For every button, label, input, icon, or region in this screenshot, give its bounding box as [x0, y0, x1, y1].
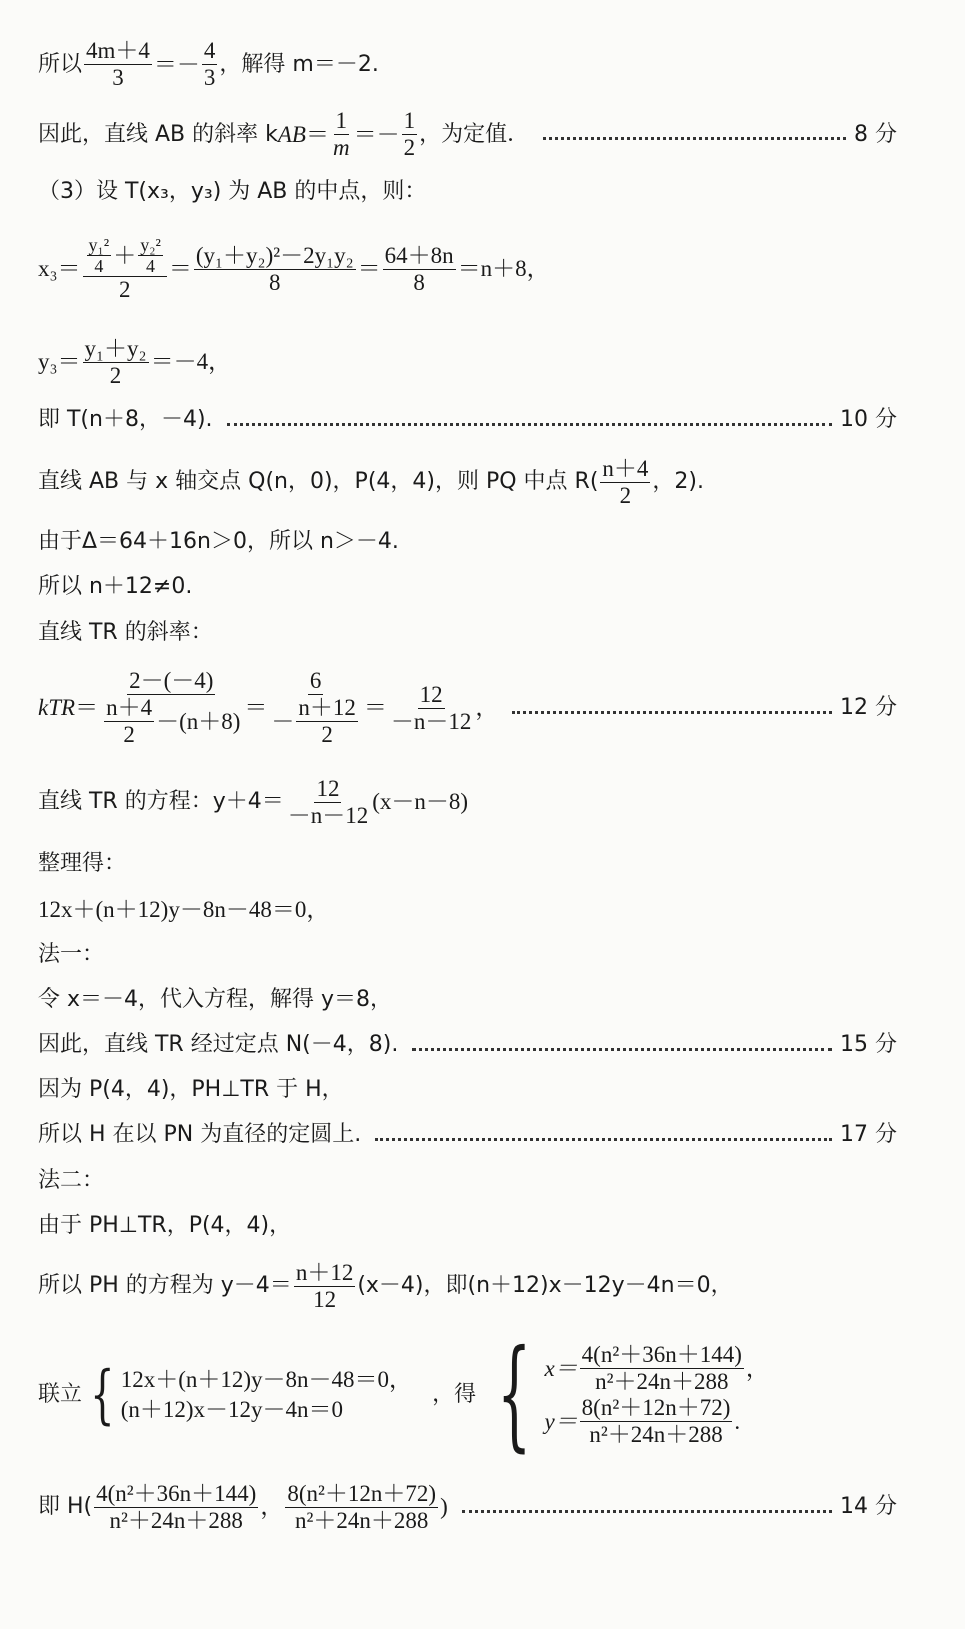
- text: 因此，直线 AB 的斜率 k: [38, 121, 278, 147]
- subscript: AB: [277, 121, 306, 147]
- line-9: 所以 n＋12≠0.: [38, 574, 193, 599]
- fraction: $\frac{1}{m}$: [332, 108, 350, 160]
- leader-dots: [227, 423, 832, 426]
- text: ＝－: [153, 51, 200, 77]
- leader-dots: [512, 711, 832, 714]
- fraction: $\frac{n+4}{2}$: [602, 455, 649, 508]
- leader-dots: [412, 1048, 832, 1051]
- leader-dots: [543, 137, 846, 140]
- line-11: k TR ＝ 2－(－4) $\frac{n+4}{2}$ －(n＋8) ＝ 6 － $\frac{n+12}{2}$ ＝ $\frac{12}{-n-12}$ ， 12 分: [38, 668, 897, 747]
- fraction: $\frac{n+12}{12}$: [295, 1259, 354, 1312]
- line-12: 直线 TR 的方程：y＋4＝ $\frac{12}{-n-12}$ (x－n－8): [38, 775, 469, 828]
- leader-dots: [462, 1510, 832, 1513]
- line-7: 直线 AB 与 x 轴交点 Q(n，0)，P(4，4)，则 PQ 中点 R( $\frac{n+4}{2}$ ，2).: [38, 455, 704, 508]
- line-6: 即 T(n＋8，－4). 10 分: [38, 407, 897, 432]
- line-3: （3）设 T(x₃，y₃) 为 AB 的中点，则：: [38, 179, 427, 204]
- line-8: 由于Δ＝64＋16n＞0，所以 n＞－4.: [38, 529, 399, 554]
- fraction: $\frac{12}{-n-12}$: [287, 775, 369, 828]
- equation-system: { 12x＋(n＋12)y－8n－48＝0， (n＋12)x－12y－4n＝0: [90, 1358, 413, 1432]
- score-label: 12 分: [840, 695, 897, 720]
- fraction: $\frac{64+8n}{8}$: [384, 242, 454, 295]
- line-14: 12x＋(n＋12)y－8n－48＝0，: [38, 897, 330, 922]
- fraction: $\frac{12}{-n-12}$: [390, 681, 472, 734]
- left-brace: {: [497, 1325, 532, 1464]
- fraction: $\frac{\text{y₁²}}{4}$ ＋ $\frac{\text{y₂²}}{4}$ 2: [83, 235, 167, 303]
- fraction: $\frac{\text{8(n²＋12n＋72)}}{\text{n²＋24n＋288}}$: [287, 1480, 437, 1533]
- line-19: 所以 H 在以 PN 为直径的定圆上. 17 分: [38, 1122, 897, 1147]
- score-label: 14 分: [840, 1494, 897, 1519]
- line-16: 令 x＝－4，代入方程，解得 y＝8，: [38, 987, 393, 1012]
- fraction: $\frac{\text{(y₁＋y₂)²－2y₁y₂}}{8}$: [195, 242, 354, 295]
- fraction: $\frac{\text{y₁＋y₂}}{2}$: [84, 335, 147, 388]
- line-17: 因此，直线 TR 经过定点 N(－4，8). 15 分: [38, 1032, 897, 1057]
- score-label: 8 分: [854, 121, 897, 147]
- text: ，解得 m＝－2.: [219, 51, 379, 77]
- fraction: $\frac{4}{3}$: [203, 38, 216, 90]
- fraction: $\frac{1}{2}$: [403, 108, 416, 160]
- line-5: y₃＝ $\frac{\text{y₁＋y₂}}{2}$ ＝－4，: [38, 335, 232, 388]
- fraction: $\frac{\text{4(n²＋36n＋144)}}{\text{n²＋24n＋288}}$: [96, 1480, 257, 1533]
- left-brace: {: [90, 1358, 115, 1432]
- text: 所以: [38, 51, 83, 77]
- line-1: [38, 38, 897, 91]
- line-15: 法一：: [38, 942, 105, 967]
- solution-system: { x＝ $\frac{\text{4(n²＋36n＋144)}}{\text{n²＋24n＋288}}$ ， y＝ $\frac{\text{8(n²＋12n＋72)}}{\text{n²＋24n＋288}}$ .: [497, 1325, 769, 1464]
- line-24: 即 H( $\frac{\text{4(n²＋36n＋144)}}{\text{n²＋24n＋288}}$ ， $\frac{\text{8(n²＋12n＋72)}}{\text{n²＋24n＋288}}$ ) 14 分: [38, 1480, 897, 1533]
- fraction: $\frac{4m+4}{3}$: [86, 38, 150, 90]
- score-label: 15 分: [840, 1032, 897, 1057]
- line-21: 由于 PH⊥TR，P(4，4)，: [38, 1213, 292, 1238]
- line-13: 整理得：: [38, 851, 127, 876]
- line-2: 因此，直线 AB 的斜率 k AB ＝ $\frac{1}{m}$ ＝－ $\frac{1}{2}$ ，为定值． 8 分: [38, 108, 897, 160]
- line-10: 直线 TR 的斜率：: [38, 620, 213, 645]
- leader-dots: [375, 1138, 832, 1141]
- line-23: 联立 { 12x＋(n＋12)y－8n－48＝0， (n＋12)x－12y－4n＝0 ，得 { x＝ $\frac{\text{4(n²＋36n＋144)}}{\text{n²＋24n＋288}}$ ， y＝ $\frac{\text{8(n²＋12n＋72)}}{\text{n²＋24n＋288}}$ .: [38, 1325, 769, 1464]
- line-4: x₃＝ $\frac{\text{y₁²}}{4}$ ＋ $\frac{\text{y₂²}}{4}$ 2 ＝ $\frac{\text{(y₁＋y₂)²－2y₁y₂}}{8}$ ＝ $\frac{64+8n}{8}$ ＝n＋8，: [38, 235, 550, 302]
- line-20: 法二：: [38, 1168, 105, 1193]
- score-label: 17 分: [840, 1122, 897, 1147]
- line-18: 因为 P(4，4)，PH⊥TR 于 H，: [38, 1077, 344, 1102]
- line-22: 所以 PH 的方程为 y－4＝ $\frac{n+12}{12}$ (x－4)，即(n＋12)x－12y－4n＝0，: [38, 1259, 733, 1312]
- fraction: 2－(－4) $\frac{n+4}{2}$ －(n＋8): [106, 668, 241, 747]
- fraction: 6 － $\frac{n+12}{2}$: [271, 668, 356, 747]
- score-label: 10 分: [840, 407, 897, 432]
